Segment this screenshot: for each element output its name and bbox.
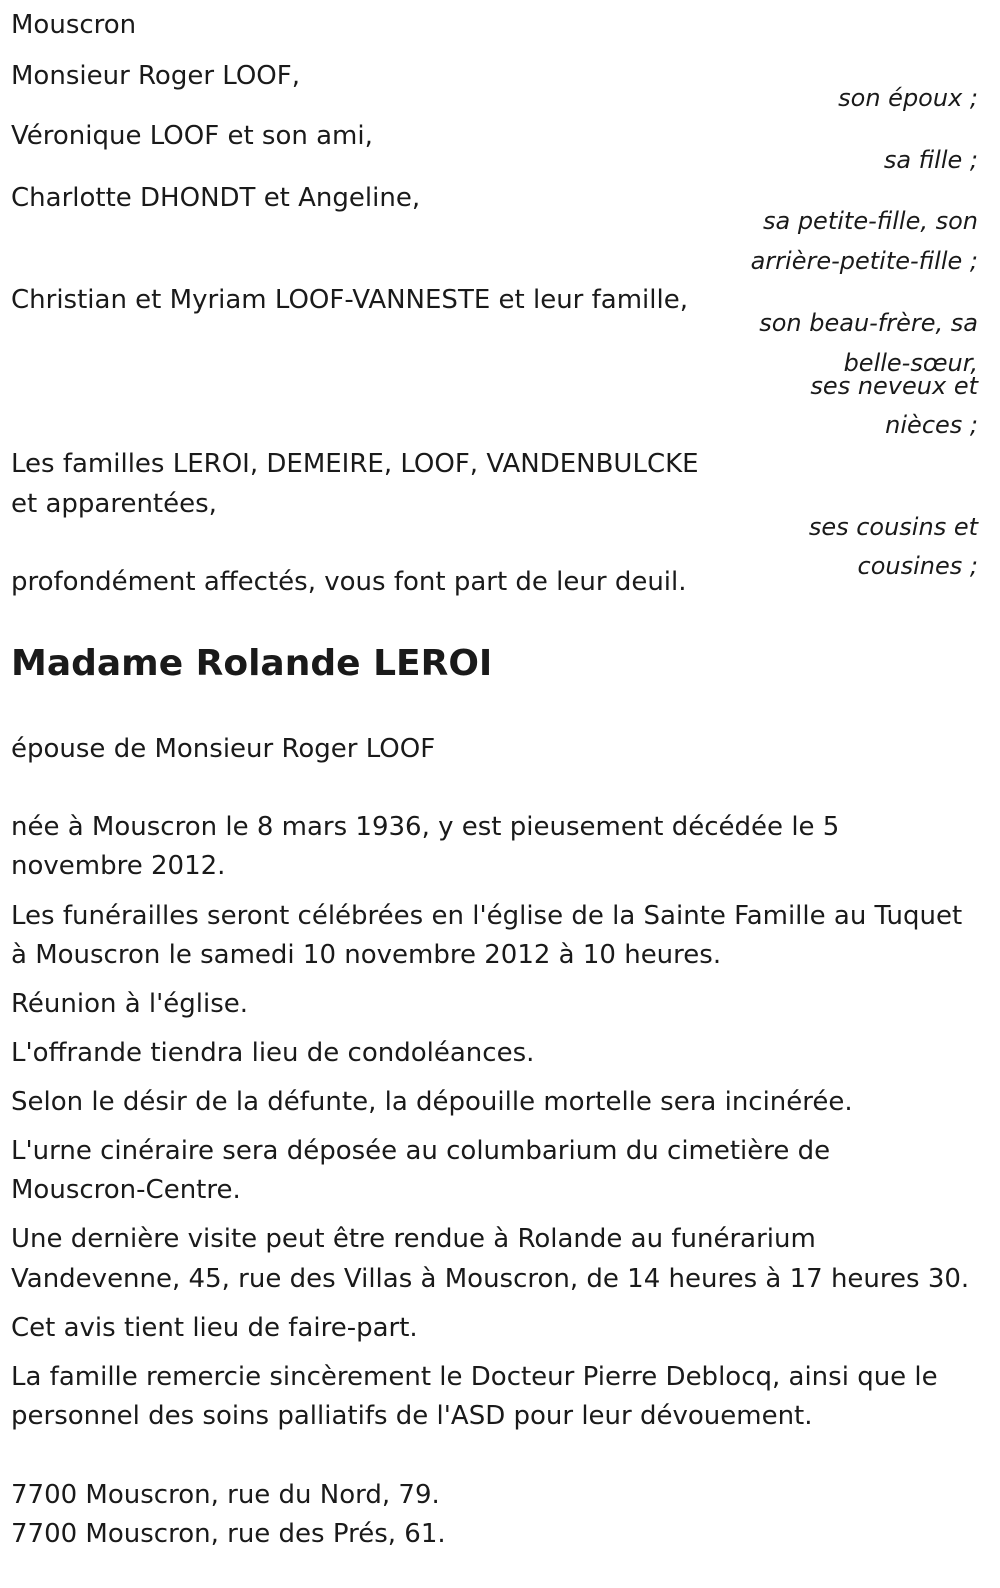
- relation-text: sa fille ;: [883, 146, 978, 174]
- family-name: Véronique LOOF et son ami,: [11, 121, 373, 151]
- relation-text: belle-sœur,: [843, 349, 978, 377]
- paragraph-line: Vandevenne, 45, rue des Villas à Mouscron, de 14 heures à 17 heures 30.: [11, 1264, 970, 1294]
- paragraph-line: Mouscron-Centre.: [11, 1175, 241, 1205]
- family-name: Monsieur Roger LOOF,: [11, 61, 300, 91]
- paragraph-line: L'offrande tiendra lieu de condoléances.: [11, 1038, 535, 1068]
- family-name: et apparentées,: [11, 489, 217, 519]
- relation-text: cousines ;: [857, 552, 978, 580]
- paragraph-line: Réunion à l'église.: [11, 989, 249, 1019]
- closing-line: profondément affectés, vous font part de leur deuil.: [11, 567, 687, 597]
- relation-text: nièces ;: [885, 411, 978, 439]
- relation-text: ses cousins et: [808, 513, 978, 541]
- family-name: Charlotte DHONDT et Angeline,: [11, 183, 421, 213]
- relation-text: arrière-petite-fille ;: [750, 247, 978, 275]
- paragraph-line: née à Mouscron le 8 mars 1936, y est pieusement décédée le 5: [11, 812, 840, 842]
- address-line: 7700 Mouscron, rue du Nord, 79.: [11, 1480, 440, 1510]
- address-line: 7700 Mouscron, rue des Prés, 61.: [11, 1519, 446, 1549]
- city-heading: Mouscron: [11, 10, 137, 40]
- relation-text: sa petite-fille, son: [762, 207, 978, 235]
- relation-text: son beau-frère, sa: [759, 309, 978, 337]
- paragraph-line: novembre 2012.: [11, 851, 226, 881]
- spouse-line: épouse de Monsieur Roger LOOF: [11, 734, 436, 764]
- family-name: Christian et Myriam LOOF-VANNESTE et leur famille,: [11, 285, 688, 315]
- paragraph-line: Une dernière visite peut être rendue à Rolande au funérarium: [11, 1224, 816, 1254]
- paragraph-line: personnel des soins palliatifs de l'ASD pour leur dévouement.: [11, 1401, 813, 1431]
- paragraph-line: La famille remercie sincèrement le Docteur Pierre Deblocq, ainsi que le: [11, 1362, 938, 1392]
- paragraph-line: Selon le désir de la défunte, la dépouille mortelle sera incinérée.: [11, 1087, 853, 1117]
- paragraph-line: L'urne cinéraire sera déposée au columbarium du cimetière de: [11, 1136, 831, 1166]
- relation-text: ses neveux et: [810, 372, 978, 400]
- paragraph-line: Cet avis tient lieu de faire-part.: [11, 1313, 418, 1343]
- family-name: Les familles LEROI, DEMEIRE, LOOF, VANDENBULCKE: [11, 449, 699, 479]
- deceased-name: Madame Rolande LEROI: [11, 643, 493, 684]
- paragraph-line: à Mouscron le samedi 10 novembre 2012 à 10 heures.: [11, 940, 722, 970]
- relation-text: son époux ;: [838, 84, 978, 112]
- paragraph-line: Les funérailles seront célébrées en l'église de la Sainte Famille au Tuquet: [11, 901, 963, 931]
